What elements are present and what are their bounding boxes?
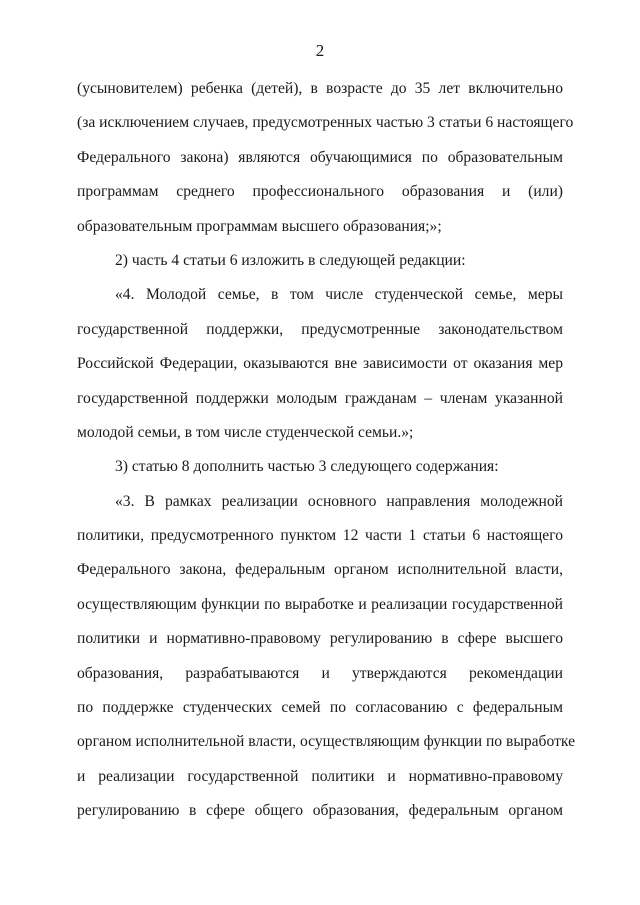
page-number: 2 [315,41,325,60]
text-line: программам среднего профессионального образования и (или) [77,183,563,201]
text-line: образования, разрабатываются и утверждаются рекомендации [77,664,563,682]
text-line: Федерального закона) являются обучающимися по образовательным [77,148,563,166]
paragraph-quote-part-4 [77,285,563,457]
text-line: государственной поддержки, предусмотренные законодательством [77,320,563,338]
document-body [77,79,575,836]
text-line: политики и нормативно-правовому регулированию в сфере высшего [77,630,563,648]
text-line: осуществляющим функции по выработке и реализации государственной [77,595,563,613]
text-line: Российской Федерации, оказываются вне зависимости от оказания мер [77,355,563,373]
text-line: «3. В рамках реализации основного направления молодежной [115,492,563,510]
text-line: 2) часть 4 статьи 6 изложить в следующей редакции: [115,251,466,269]
paragraph-item-2 [77,251,563,285]
paragraph-quote-part-3 [77,492,575,836]
paragraph-continuation [77,79,574,251]
text-line: 3) статью 8 дополнить частью 3 следующего содержания: [115,458,499,476]
text-line: политики, предусмотренного пунктом 12 части 1 статьи 6 настоящего [77,527,563,545]
text-line: «4. Молодой семье, в том числе студенческой семье, меры [115,286,563,304]
text-line: образовательным программам высшего образования;»; [77,217,442,235]
text-line: государственной поддержки молодым гражданам – членам указанной [77,389,563,407]
text-line: Федерального закона, федеральным органом исполнительной власти, [77,561,563,579]
paragraph-item-3 [77,457,563,491]
text-line: регулированию в сфере общего образования, федеральным органом [77,802,563,820]
text-line: (за исключением случаев, предусмотренных частью 3 статьи 6 настоящего [77,114,574,132]
text-line: по поддержке студенческих семей по согласованию с федеральным [77,699,563,717]
text-line: органом исполнительной власти, осуществляющим функции по выработке [77,733,575,751]
text-line: и реализации государственной политики и нормативно-правовому [77,767,563,785]
text-line: молодой семьи, в том числе студенческой семьи.»; [77,423,414,441]
text-line: (усыновителем) ребенка (детей), в возрасте до 35 лет включительно [77,80,563,97]
